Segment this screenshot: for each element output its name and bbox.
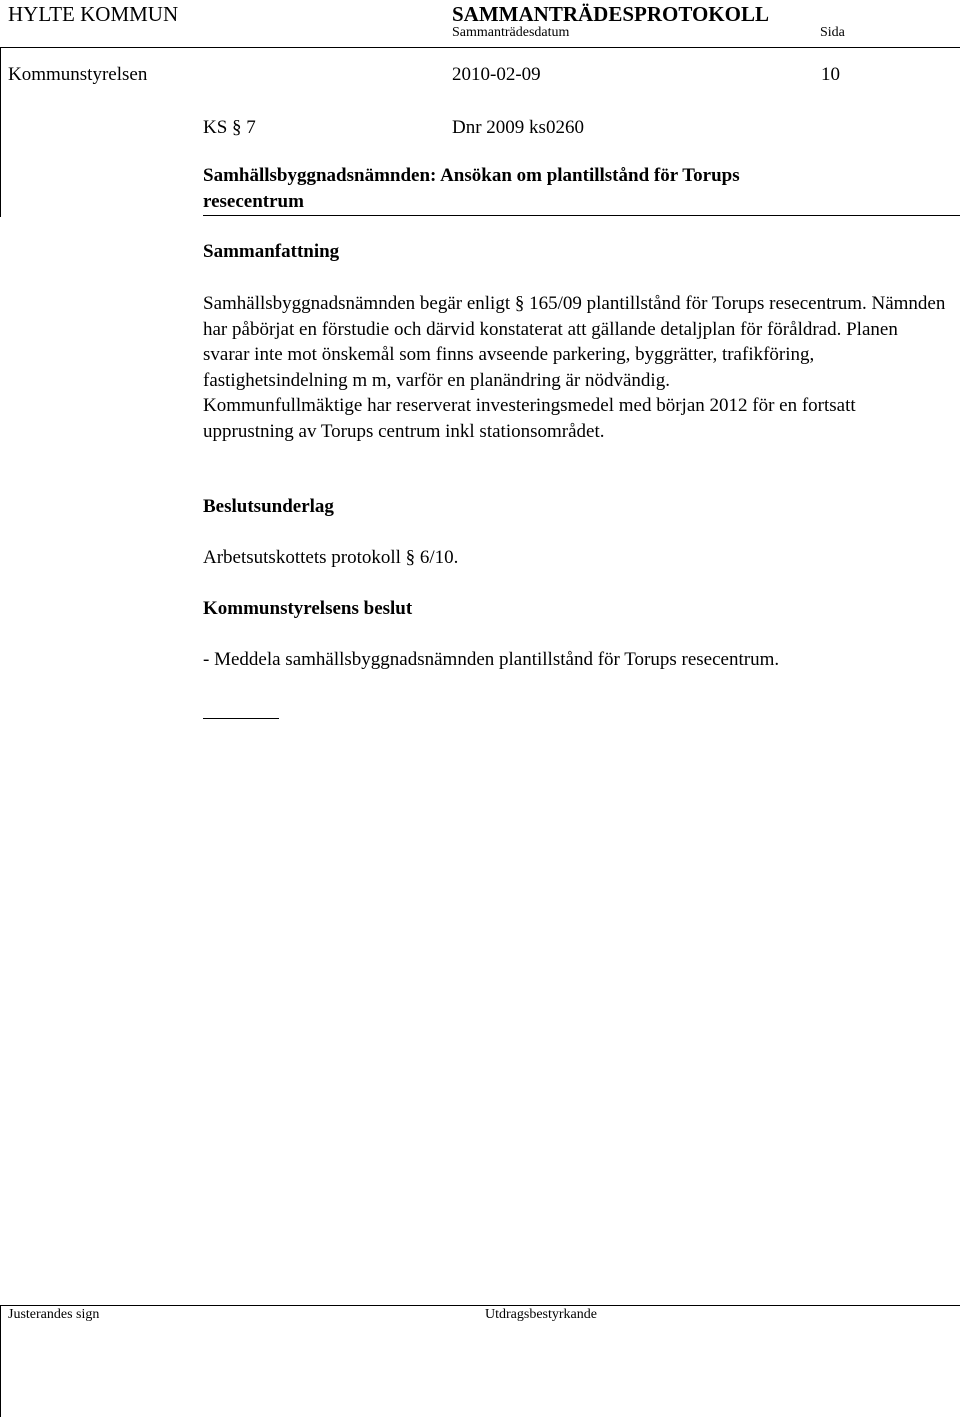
header-divider-top xyxy=(0,47,960,48)
certification-label: Utdragsbestyrkande xyxy=(485,1307,597,1322)
basis-heading: Beslutsunderlag xyxy=(203,496,334,517)
page-number: 10 xyxy=(821,64,840,85)
municipality-name: HYLTE KOMMUN xyxy=(8,2,179,26)
decision-heading: Kommunstyrelsens beslut xyxy=(203,598,413,619)
committee-name: Kommunstyrelsen xyxy=(8,64,148,85)
item-title-line-2: resecentrum xyxy=(203,191,304,212)
meeting-date: 2010-02-09 xyxy=(452,64,541,85)
header-left-border xyxy=(0,47,1,217)
signature-label: Justerandes sign xyxy=(8,1307,100,1322)
basis-text: Arbetsutskottets protokoll § 6/10. xyxy=(203,547,459,568)
page-label: Sida xyxy=(820,25,845,40)
item-number: KS § 7 xyxy=(203,117,256,138)
diary-number: Dnr 2009 ks0260 xyxy=(452,117,584,138)
end-rule xyxy=(203,718,279,719)
document-type: SAMMANTRÄDESPROTOKOLL xyxy=(452,2,769,26)
summary-paragraph-1: Samhällsbyggnadsnämnden begär enligt § 165/09 plantillstånd för Torups resecentrum. Nämnden har påbörjat en förstudie och därvid konstaterat att gällande detaljplan för föråldrad. Planen svarar inte mot önskemål som finns avseende parkering, byggrätter, trafikföring, fastighetsindelning m m, varför en planändring är nödvändig. xyxy=(203,293,946,391)
item-title-line-1: Samhällsbyggnadsnämnden: Ansökan om plantillstånd för Torups xyxy=(203,165,740,186)
summary-heading: Sammanfattning xyxy=(203,241,340,262)
summary-text xyxy=(203,291,948,444)
meeting-date-label: Sammanträdesdatum xyxy=(452,25,570,40)
footer-left-border xyxy=(0,1305,1,1417)
summary-paragraph-2: Kommunfullmäktige har reserverat investeringsmedel med början 2012 för en fortsatt upprustning av Torups centrum inkl stationsområdet. xyxy=(203,395,856,442)
footer-divider xyxy=(0,1305,960,1306)
title-divider xyxy=(203,215,960,216)
decision-text: - Meddela samhällsbyggnadsnämnden plantillstånd för Torups resecentrum. xyxy=(203,649,780,670)
